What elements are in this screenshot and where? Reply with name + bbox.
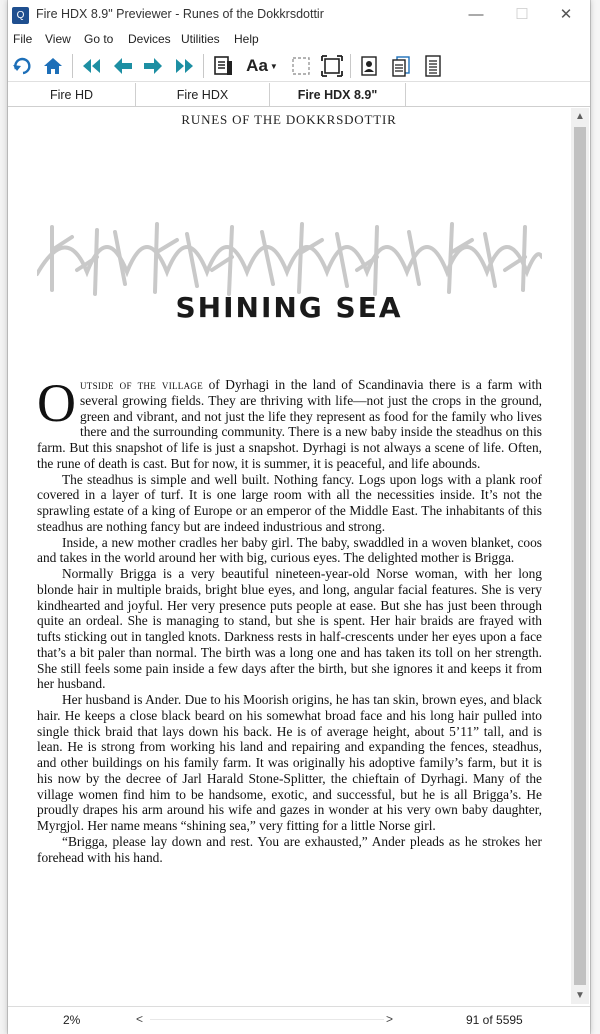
page-view-icon[interactable] xyxy=(210,53,236,79)
menu-devices[interactable]: Devices xyxy=(128,32,171,46)
tab-fire-hd[interactable]: Fire HD xyxy=(8,83,136,107)
font-size-button[interactable] xyxy=(242,53,282,79)
horizontal-scroll-track[interactable] xyxy=(150,1019,384,1020)
rotate-icon[interactable] xyxy=(10,53,36,79)
last-page-icon[interactable] xyxy=(172,53,198,79)
tab-fire-hdx-8-9[interactable]: Fire HDX 8.9" xyxy=(270,83,406,107)
paragraph: Inside, a new mother cradles her baby girl. The baby, swaddled in a woven blanket, coos and takes in the world around her with big, curious eyes. The delighted mother is Brigga. xyxy=(37,534,542,566)
paragraph-text: of Dyrhagi in the land of Scandinavia there is a farm with several growing fields. They are thriving with life—not just the crops in the ground, green and vibrant, and not just the life they represent as food for the family who lives there and the surrounding community. There is a new baby inside the steadhus on this farm. But this snapshot of life is just a snapshot. Dyrhagi is not always a scene of life. Often, the rune of death is cast. But for now, it is summer, it is peaceful, and life abounds. xyxy=(37,377,543,471)
menu-utilities[interactable]: Utilities xyxy=(181,32,220,46)
toc-icon[interactable] xyxy=(420,53,446,79)
previous-page-icon[interactable] xyxy=(110,53,136,79)
previewer-window xyxy=(8,0,590,1034)
page-indicator: 91 of 5595 xyxy=(466,1013,523,1027)
maximize-button[interactable]: ☐ xyxy=(515,6,529,23)
paragraph xyxy=(37,373,543,472)
zoom-level: 2% xyxy=(63,1013,81,1027)
chapter-title: SHINING SEA xyxy=(175,291,403,324)
title-bar xyxy=(8,0,590,30)
menu-bar xyxy=(8,30,590,50)
status-bar xyxy=(8,1006,590,1034)
menu-go-to[interactable]: Go to xyxy=(84,32,114,46)
next-page-icon[interactable] xyxy=(140,53,166,79)
toolbar-separator xyxy=(203,54,204,78)
full-screen-icon[interactable] xyxy=(319,53,345,79)
desktop-right-edge xyxy=(590,0,600,1034)
menu-file[interactable]: File xyxy=(13,32,33,46)
paragraph: The steadhus is simple and well built. Nothing fancy. Logs upon logs with a plank roof covered in a layer of turf. It is one large room with all the necessities inside. It’s not the sprawling estate of a king of Europe or an emperor of the Middle East. The inhabitants of this steadhus are nothing fancy but are indeed industrious and strong. xyxy=(37,471,542,534)
fit-width-icon[interactable] xyxy=(288,53,314,79)
font-size-label: Aa xyxy=(246,56,268,75)
book-cover-icon[interactable] xyxy=(356,53,382,79)
minimize-button[interactable]: — xyxy=(468,6,484,23)
chevron-down-icon: ▼ xyxy=(269,61,278,71)
paragraph: “Brigga, please lay down and rest. You are exhausted,” Ander pleads as he strokes her forehead with his hand. xyxy=(37,833,542,865)
window-title: Fire HDX 8.9" Previewer - Runes of the Dokkrsdottir xyxy=(36,7,324,21)
menu-help[interactable]: Help xyxy=(234,32,259,46)
device-tabs xyxy=(8,83,590,107)
scroll-left-icon[interactable]: < xyxy=(136,1012,144,1026)
chapter-text xyxy=(37,373,543,865)
toolbar-separator xyxy=(350,54,351,78)
opening-small-caps: utside of the village xyxy=(80,377,203,392)
scroll-up-icon[interactable]: ▲ xyxy=(575,111,585,122)
running-head: RUNES OF THE DOKKRSDOTTIR xyxy=(181,112,397,127)
paragraph: Normally Brigga is a very beautiful nineteen-year-old Norse woman, with her long blonde hair in multiple braids, bright blue eyes, and long, angular facial features. She is very kindhearted and joyful. Her very presence puts people at ease. But she has just been through quite an ordeal. She is managing to stand, but she is spent. Her hair braids are frayed with tufts sticking out in tangled knots. Darkness rests in half-crescents under her eyes upon a face that’s a bit paler than normal. The birth was a long one and has taken its toll on her strength. She still feels some pain inside a few days after the birth, but she ignores it and keeps it from her husband. xyxy=(37,566,542,692)
toolbar xyxy=(8,50,590,82)
tab-fire-hdx[interactable]: Fire HDX xyxy=(136,83,270,107)
home-icon[interactable] xyxy=(40,53,66,79)
menu-view[interactable]: View xyxy=(45,32,71,46)
scroll-thumb[interactable] xyxy=(574,127,586,985)
vertical-scrollbar[interactable] xyxy=(571,108,589,1004)
first-page-icon[interactable] xyxy=(78,53,104,79)
paragraph: Her husband is Ander. Due to his Moorish origins, he has tan skin, brown eyes, and black hair. He keeps a close black beard on his somewhat broad face and his long hair pulled into single thick braid that lays down his back. He is of average height, about 5’11” tall, and is lean. He is strong from working his land and repairing and expanding the fences, steadhus, and other buildings on his family farm. It was originally his adoptive family’s farm, but it is his now by the decree of Jarl Harald Stone-Splitter, the chieftain of Dyrhagi. Many of the village women find him to be handsome, exotic, and successful, but he is all Brigga’s. He proudly drapes his arm around his wife and gazes in wonder at his very own baby daughter, Myrgjol. Her name means “shining sea,” very fitting for a little Norse girl. xyxy=(37,692,542,833)
book-page xyxy=(8,108,570,1008)
drop-cap: O xyxy=(37,373,76,433)
close-button[interactable]: ✕ xyxy=(559,6,573,23)
app-icon: Q xyxy=(12,7,29,24)
scroll-down-icon[interactable]: ▼ xyxy=(575,990,585,1001)
toolbar-separator xyxy=(72,54,73,78)
scroll-right-icon[interactable]: > xyxy=(386,1012,394,1026)
ncx-toc-icon[interactable] xyxy=(388,53,414,79)
desktop-left-edge xyxy=(0,0,8,1034)
